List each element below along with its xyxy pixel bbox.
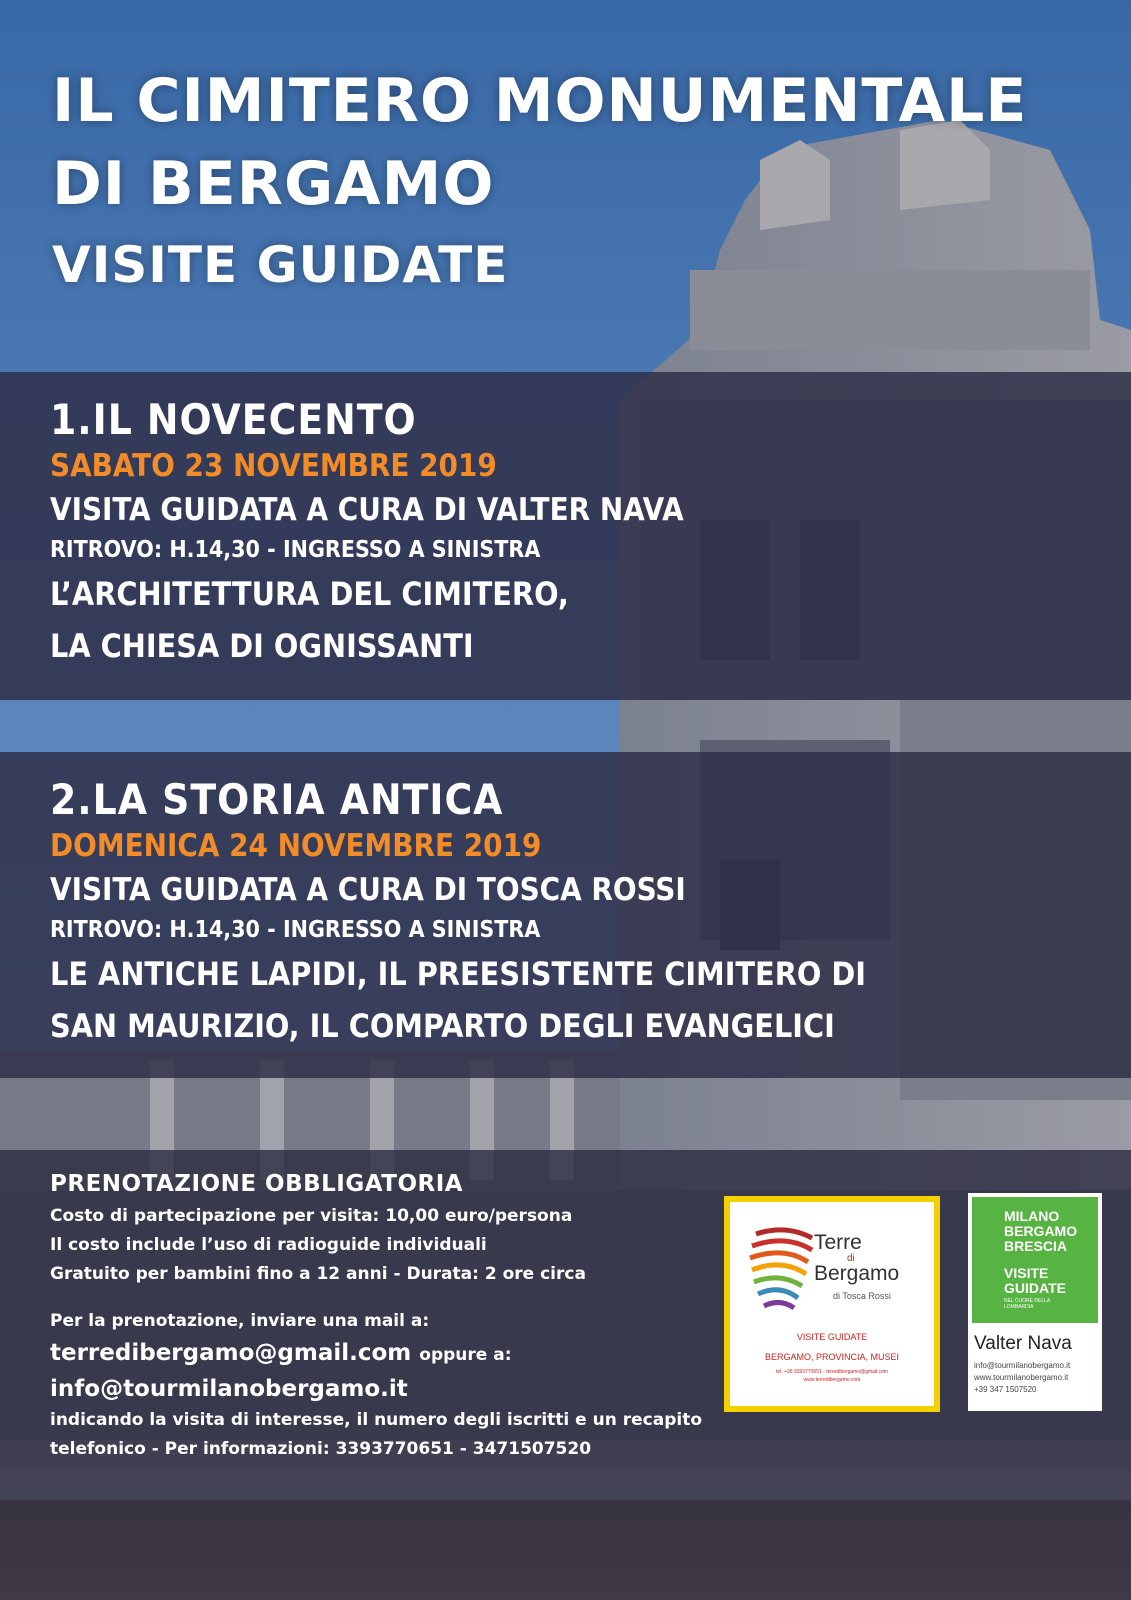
logo-valter-email: info@tourmilanobergamo.it [974, 1361, 1071, 1370]
logo-by: di Tosca Rossi [833, 1291, 891, 1301]
phones-text: telefonico - Per informazioni: 3393770651 - 3471507520 [50, 1439, 592, 1459]
badge-line: MILANO [1004, 1208, 1060, 1224]
green-badge [972, 1197, 1098, 1323]
event-1 [50, 396, 684, 672]
badge-line: BERGAMO [1004, 1223, 1078, 1239]
stripes-icon [746, 1224, 816, 1314]
send-mail-text: Per la prenotazione, inviare una mail a: [50, 1311, 430, 1331]
badge-line: BRESCIA [1004, 1238, 1068, 1254]
logo-contact: tel. +39 3393770651 - terredibergamo@gmail.com [776, 1369, 888, 1375]
badge-line: GUIDATE [1004, 1280, 1066, 1296]
event-topic-line-1: LE ANTICHE LAPIDI, IL PREESISTENTE CIMITERO DI [50, 955, 866, 993]
event-meeting: RITROVO: H.14,30 - INGRESSO A SINISTRA [50, 537, 541, 563]
booking-title: PRENOTAZIONE OBBLIGATORIA [50, 1171, 464, 1197]
event-date: DOMENICA 24 NOVEMBRE 2019 [50, 828, 542, 864]
booking-info [50, 1166, 702, 1464]
includes-text: Il costo include l’uso di radioguide individuali [50, 1235, 487, 1255]
event-topic-line-2: LA CHIESA DI OGNISSANTI [50, 627, 474, 665]
event-heading: 2.LA STORIA ANTICA [50, 775, 504, 824]
event-guide: VISITA GUIDATA A CURA DI TOSCA ROSSI [50, 872, 686, 908]
logo-valter-phone: +39 347 1507520 [974, 1385, 1037, 1394]
event-guide: VISITA GUIDATA A CURA DI VALTER NAVA [50, 492, 684, 528]
or-text: oppure a: [419, 1345, 512, 1365]
event-2 [50, 776, 866, 1052]
title-line-2: DI BERGAMO [52, 149, 495, 219]
event-topic-line-2: SAN MAURIZIO, IL COMPARTO DEGLI EVANGELICI [50, 1007, 835, 1045]
logo-web: www.terredibergamo.com [803, 1377, 861, 1383]
title-line-1: IL CIMITERO MONUMENTALE [52, 66, 1028, 136]
badge-line: VISITE [1004, 1265, 1049, 1281]
title-line-3: VISITE GUIDATE [52, 236, 509, 294]
event-date: SABATO 23 NOVEMBRE 2019 [50, 448, 497, 484]
badge-line: LOMBARDIA [1004, 1304, 1034, 1310]
event-heading: 1.IL NOVECENTO [50, 395, 417, 444]
logo-bergamo-word: Bergamo [814, 1262, 900, 1285]
poster-title [52, 60, 1027, 304]
email-link-terre[interactable]: terredibergamo@gmail.com [50, 1340, 412, 1366]
email-link-tour[interactable]: info@tourmilanobergamo.it [50, 1376, 408, 1402]
logo-valter-name: Valter Nava [974, 1333, 1072, 1354]
logo-terre-word: Terre [814, 1231, 862, 1254]
valter-nava-logo [968, 1193, 1102, 1411]
logo-subline: BERGAMO, PROVINCIA, MUSEI [764, 1352, 900, 1362]
event-topic-line-1: L’ARCHITETTURA DEL CIMITERO, [50, 575, 569, 613]
logo-tagline: VISITE GUIDATE [796, 1332, 868, 1342]
instructions-text: indicando la visita di interesse, il numero degli iscritti e un recapito [50, 1410, 703, 1430]
free-text: Gratuito per bambini fino a 12 anni - Durata: 2 ore circa [50, 1264, 586, 1284]
logo-di-word: di [847, 1253, 855, 1264]
logo-valter-web: www.tourmilanobergamo.it [974, 1373, 1069, 1382]
badge-line: NEL CUORE DELLA [1004, 1298, 1051, 1304]
terre-di-bergamo-logo [724, 1196, 940, 1412]
event-meeting: RITROVO: H.14,30 - INGRESSO A SINISTRA [50, 917, 541, 943]
cost-text: Costo di partecipazione per visita: 10,00 euro/persona [50, 1206, 573, 1226]
